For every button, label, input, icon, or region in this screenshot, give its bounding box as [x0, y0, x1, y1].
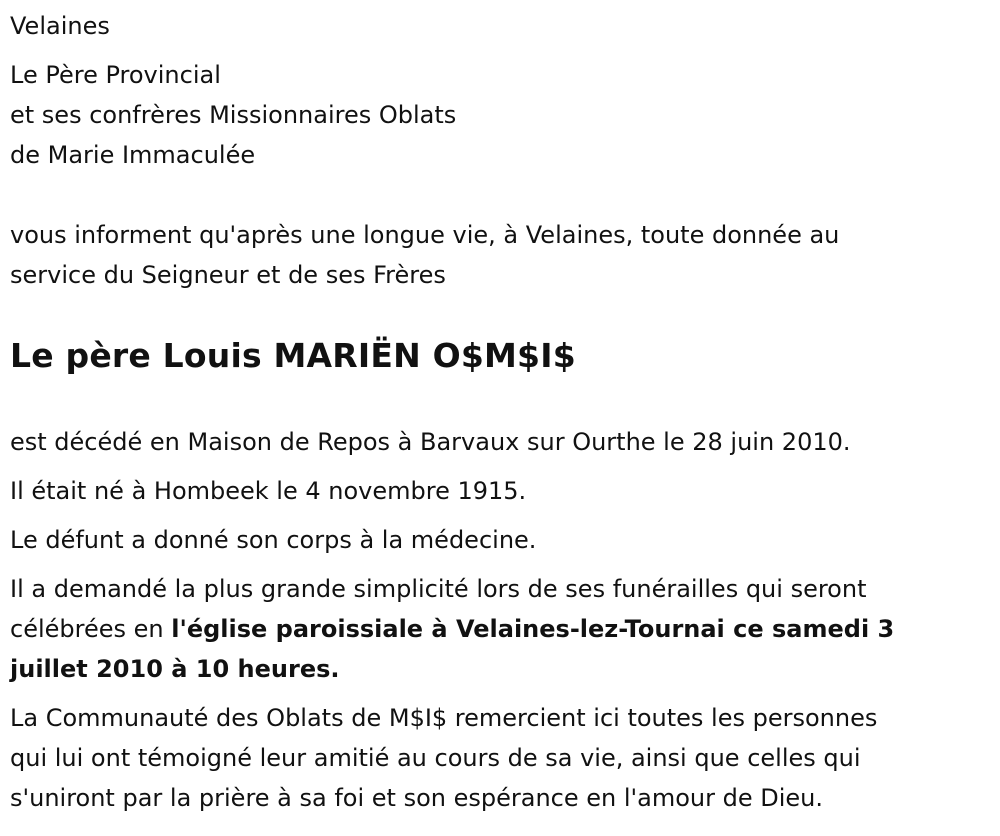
- place-line: Velaines: [10, 12, 110, 40]
- senders-block: [10, 55, 990, 175]
- thanks-block: [10, 698, 990, 818]
- funeral-location-bold: l'église paroissiale à Velaines-lez-Tournai ce samedi 3: [171, 615, 895, 643]
- thanks-line-3: s'uniront par la prière à sa foi et son espérance en l'amour de Dieu.: [10, 784, 823, 812]
- birth-statement: Il était né à Hombeek le 4 novembre 1915.: [10, 477, 527, 505]
- funeral-time-bold: juillet 2010 à 10 heures.: [10, 655, 340, 683]
- intro-line-2: service du Seigneur et de ses Frères: [10, 261, 446, 289]
- deceased-name-heading: Le père Louis MARIËN O$M$I$: [10, 336, 576, 375]
- sender-line-3: de Marie Immaculée: [10, 141, 256, 169]
- funeral-line-1: Il a demandé la plus grande simplicité lors de ses funérailles qui seront: [10, 575, 867, 603]
- intro-line-1: vous informent qu'après une longue vie, à Velaines, toute donnée au: [10, 221, 840, 249]
- blank-line: [10, 175, 990, 215]
- death-statement: est décédé en Maison de Repos à Barvaux sur Ourthe le 28 juin 2010.: [10, 428, 851, 456]
- funeral-line-2: [10, 609, 990, 649]
- obituary-notice: [10, 6, 990, 818]
- body-donation-statement: Le défunt a donné son corps à la médecine.: [10, 526, 537, 554]
- intro-block: [10, 215, 990, 295]
- thanks-line-2: qui lui ont témoigné leur amitié au cours de sa vie, ainsi que celles qui: [10, 744, 861, 772]
- funeral-block: [10, 569, 990, 689]
- sender-line-1: Le Père Provincial: [10, 61, 221, 89]
- thanks-line-1: La Communauté des Oblats de M$I$ remercient ici toutes les personnes: [10, 704, 878, 732]
- sender-line-2: et ses confrères Missionnaires Oblats: [10, 101, 457, 129]
- funeral-line-2-plain: célébrées en: [10, 615, 172, 643]
